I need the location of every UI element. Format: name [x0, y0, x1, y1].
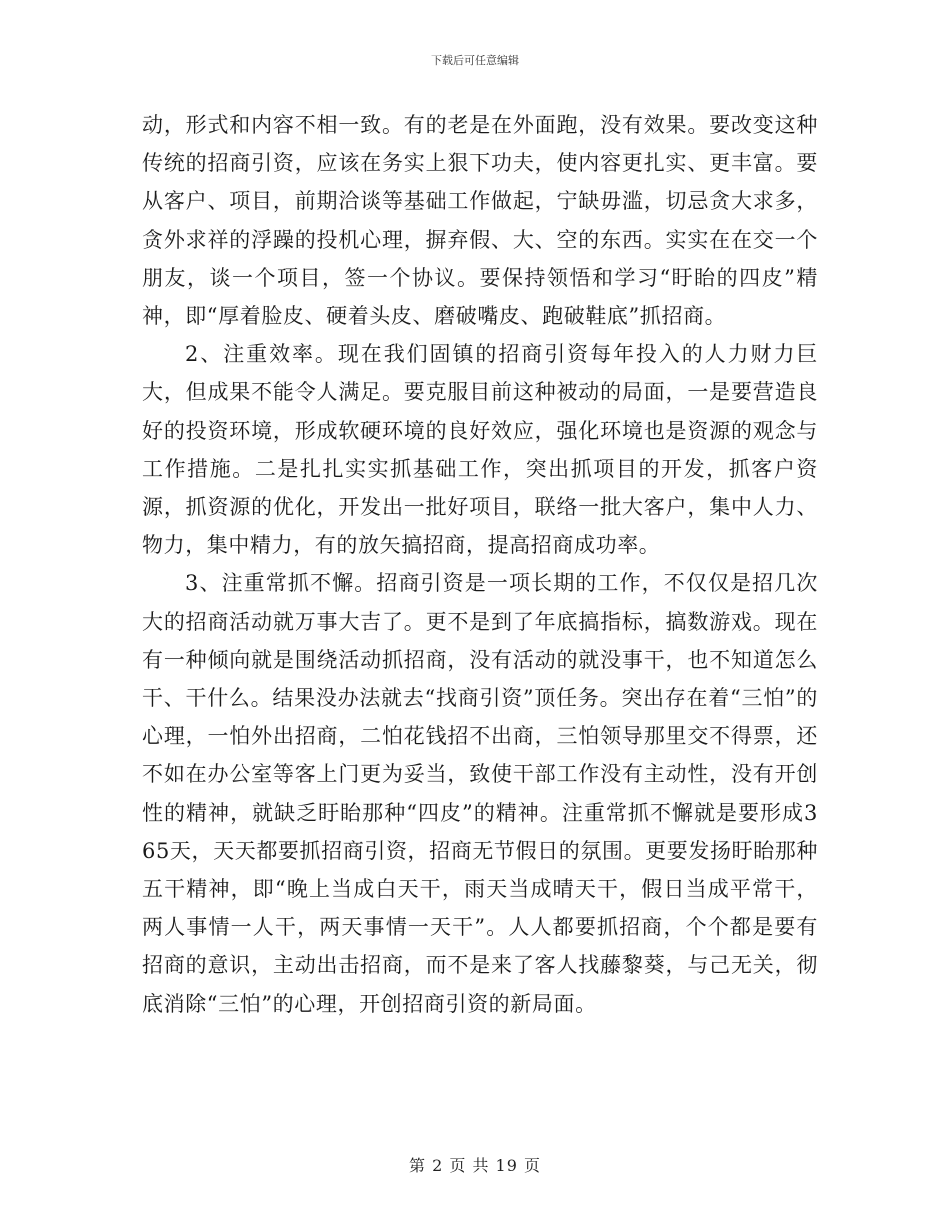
paragraph-continuation: 动，形式和内容不相一致。有的老是在外面跑，没有效果。要改变这种传统的招商引资，应该在务实上狠下功夫，使内容更扎实、更丰富。要从客户、项目，前期洽谈等基础工作做起，宁缺毋滥，切忌贪大求多，贪外求祥的浮躁的投机心理，摒弃假、大、空的东西。实实在在交一个朋友，谈一个项目，签一个协议。要保持领悟和学习“盱眙的四皮”精神，即“厚着脸皮、硬着头皮、磨破嘴皮、跑破鞋底”抓招商。: [142, 113, 818, 329]
paragraph-efficiency: 2、注重效率。现在我们固镇的招商引资每年投入的人力财力巨大，但成果不能令人满足。要克服目前这种被动的局面，一是要营造良好的投资环境，形成软硬环境的良好效应，强化环境也是资源的观念与工作措施。二是扎扎实实抓基础工作，突出抓项目的开发，抓客户资源，抓资源的优化，开发出一批好项目，联络一批大客户，集中人力、物力，集中精力，有的放矢搞招商，提高招商成功率。: [142, 342, 818, 558]
page-number-footer: 第 2 页 共 19 页: [409, 1156, 541, 1175]
paragraph-persistence: 3、注重常抓不懈。招商引资是一项长期的工作，不仅仅是招几次大的招商活动就万事大吉了。更不是到了年底搞指标，搞数游戏。现在有一种倾向就是围绕活动抓招商，没有活动的就没事干，也不知道怎么干、干什么。结果没办法就去“找商引资”顶任务。突出存在着“三怕”的心理，一怕外出招商，二怕花钱招不出商，三怕领导那里交不得票，还不如在办公室等客上门更为妥当，致使干部工作没有主动性，没有开创性的精神，就缺乏盱眙那种“四皮”的精神。注重常抓不懈就是要形成365天，天天都要抓招商引资，招商无节假日的氛围。更要发扬盱眙那种五干精神，即“晚上当成白天干，雨天当成晴天干，假日当成平常干，两人事情一人干，两天事情一天干”。人人都要抓招商，个个都是要有招商的意识，主动出击招商，而不是来了客人找藤黎葵，与己无关，彻底消除“三怕”的心理，开创招商引资的新局面。: [142, 571, 818, 1016]
page-header-note: 下载后可任意编辑: [431, 54, 519, 67]
document-body: [142, 106, 818, 1023]
